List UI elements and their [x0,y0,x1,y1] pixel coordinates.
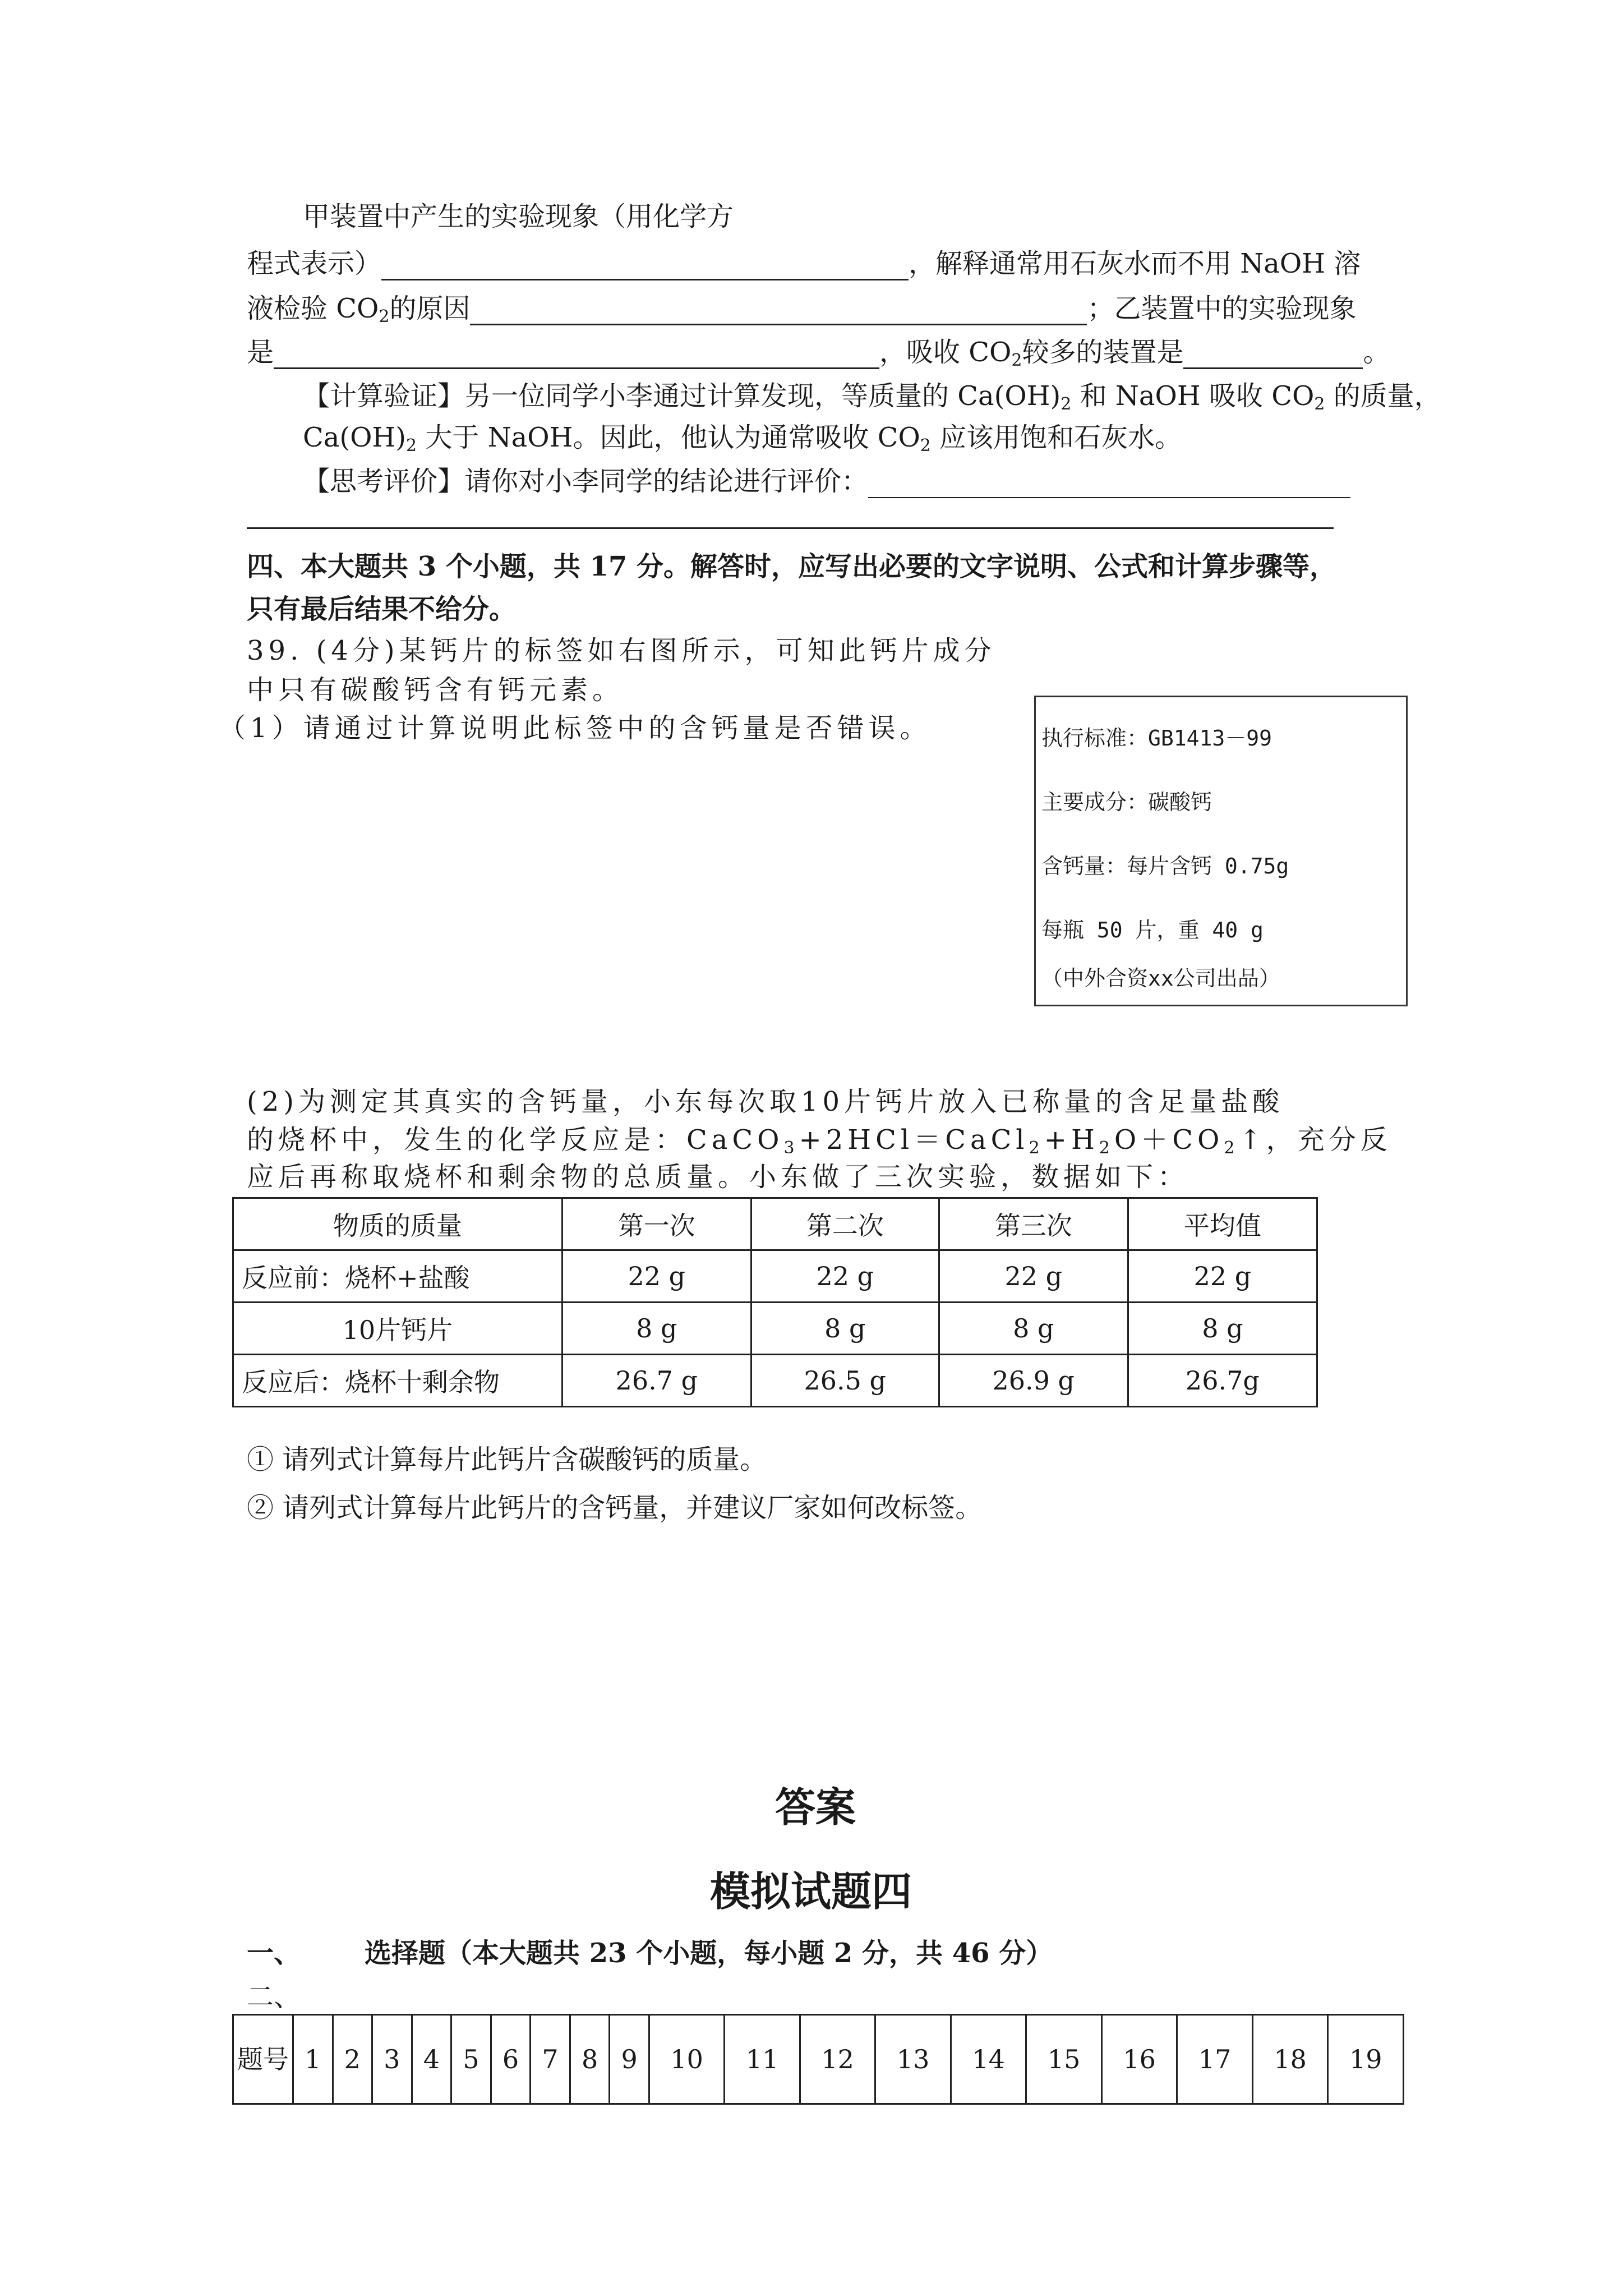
think-evaluate-line: 【思考评价】请你对小李同学的结论进行评价： [303,464,1350,498]
table-cell: 12 [800,2015,875,2104]
answer-blank[interactable] [470,297,1087,325]
answer-blank[interactable] [1183,341,1363,369]
answers-title: 答案 [775,1783,856,1831]
table-cell: 8 g [939,1303,1128,1355]
table-cell: 8 g [562,1303,751,1355]
table-header-row [233,1198,1317,1250]
table-cell: 8 g [1128,1303,1317,1355]
section4-heading-cont: 只有最后结果不给分。 [247,593,517,625]
table-cell: 反应后：烧杯十剩余物 [233,1355,562,1407]
table-header: 第二次 [751,1198,939,1250]
experiment-line-2: 程式表示） ，解释通常用石灰水而不用 NaOH 溶 [247,248,1361,279]
label-bottle-info: 每瓶 50 片，重 40 g [1041,918,1264,942]
section4-heading: 四、本大题共 3 个小题，共 17 分。解答时，应写出必要的文字说明、公式和计算步骤等， [247,551,1337,582]
table-header: 物质的质量 [233,1198,562,1250]
q39-sub-question-1: ① 请列式计算每片此钙片含碳酸钙的质量。 [247,1444,767,1475]
table-cell: 10片钙片 [233,1303,562,1355]
table-cell: 4 [412,2015,451,2104]
table-cell: 反应前：烧杯+盐酸 [233,1250,562,1303]
answer-blank-full-line[interactable] [247,527,1334,529]
table-row [233,2015,1404,2104]
table-cell: 5 [451,2015,491,2104]
experiment-line-1: 甲装置中产生的实验现象（用化学方 [303,201,734,232]
answer-blank[interactable] [868,470,1350,498]
table-cell: 15 [1026,2015,1102,2104]
table-header: 第一次 [562,1198,751,1250]
table-cell: 16 [1101,2015,1177,2104]
label-calcium-content: 含钙量：每片含钙 0.75g [1041,854,1289,878]
answer-blank[interactable] [274,341,879,369]
q39-part2-line-1: (2)为测定其真实的含钙量，小东每次取10片钙片放入已称量的含足量盐酸 [247,1086,1284,1117]
table-cell: 26.5 g [751,1355,939,1407]
table-cell: 8 [570,2015,610,2104]
table-cell: 10 [649,2015,725,2104]
calc-verify-line-2: $Ca(OH)_2$ 大于 NaOH。因此，他认为通常吸收 $CO_2$ 应该用饱和石灰水。 [303,422,1182,455]
table-header: 平均值 [1128,1198,1317,1250]
table-row [233,1250,1317,1303]
table-cell: 26.7g [1128,1355,1317,1407]
table-cell: 13 [875,2015,951,2104]
table-cell: 2 [333,2015,372,2104]
q39-line-2: 中只有碳酸钙含有钙元素。 [247,674,624,706]
q39-part2-line-3: 应后再称取烧杯和剩余物的总质量。小东做了三次实验，数据如下： [247,1161,1189,1193]
table-cell: 11 [725,2015,800,2104]
table-cell: 26.9 g [939,1355,1128,1407]
answer-number-table [232,2014,1404,2105]
table-cell: 22 g [1128,1250,1317,1303]
experiment-data-table [232,1197,1318,1407]
table-cell: 22 g [751,1250,939,1303]
answers-section1-heading: 选择题（本大题共 23 个小题，每小题 2 分，共 46 分） [365,1938,1053,1969]
table-header: 题号 [233,2015,293,2104]
table-cell: 9 [610,2015,649,2104]
q39-part2-line-2: 的烧杯中，发生的化学反应是：$CaCO_3+2HCl=CaCl_2+H_2O+CO_2↑$，充分反 [247,1124,1392,1158]
label-ingredient: 主要成分：碳酸钙 [1041,790,1212,815]
table-cell: 22 g [562,1250,751,1303]
answers-section1-number: 一、 [247,1938,301,1969]
table-cell: 17 [1177,2015,1253,2104]
label-standard: 执行标准：GB1413－99 [1041,726,1272,751]
table-cell: 6 [491,2015,531,2104]
experiment-line-4: 是 ，吸收 $CO_2$较多的装置是 。 [247,337,1390,370]
table-cell: 19 [1328,2015,1404,2104]
experiment-line-3: 液检验 $CO_2$的原因 ；乙装置中的实验现象 [247,293,1357,326]
table-cell: 22 g [939,1250,1128,1303]
table-cell: 26.7 g [562,1355,751,1407]
label-manufacturer: （中外合资xx公司出品） [1041,966,1280,991]
table-row [233,1303,1317,1355]
table-cell: 18 [1252,2015,1328,2104]
answers-section2-number: 二、 [247,1981,301,2013]
calcium-tablet-label [1034,696,1408,1006]
table-cell: 8 g [751,1303,939,1355]
calc-verify-line-1: 【计算验证】另一位同学小李通过计算发现，等质量的 $Ca(OH)_2$ 和 NaOH 吸收 $CO_2$ 的质量， [303,380,1441,414]
q39-part1: （1）请通过计算说明此标签中的含钙量是否错误。 [219,712,932,744]
table-cell: 3 [372,2015,412,2104]
q39-line-1: 39. (4分)某钙片的标签如右图所示，可知此钙片成分 [247,635,996,666]
q39-sub-question-2: ② 请列式计算每片此钙片的含钙量，并建议厂家如何改标签。 [247,1492,983,1524]
table-row [233,1355,1317,1407]
answer-blank[interactable] [381,252,909,280]
table-header: 第三次 [939,1198,1128,1250]
table-cell: 7 [531,2015,570,2104]
answers-subtitle: 模拟试题四 [710,1867,912,1915]
table-cell: 14 [951,2015,1026,2104]
table-cell: 1 [293,2015,333,2104]
